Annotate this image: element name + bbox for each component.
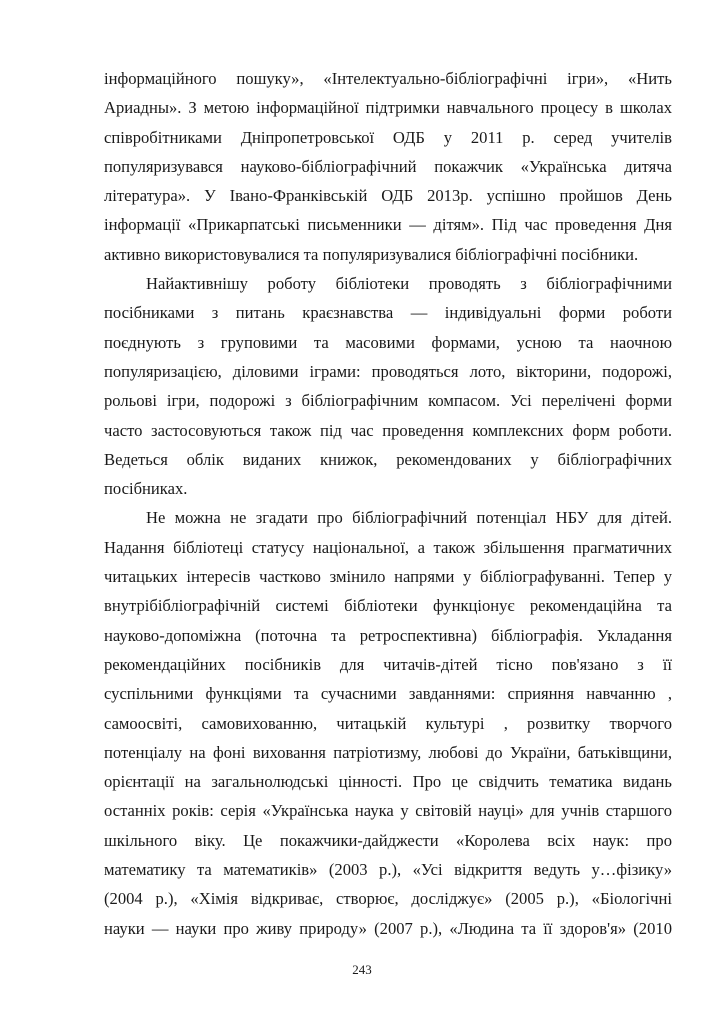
text-line: посібниками з питань краєзнавства — індивідуальні форми роботи [104, 303, 672, 323]
paragraph-first-line: Найактивнішу роботу бібліотеки проводять з бібліографічними [146, 274, 672, 294]
text-line: суспільними функціями та сучасними завданнями: сприяння навчанню , [104, 684, 672, 704]
text-line: внутрібібліографічній системі бібліотеки функціонує рекомендаційна та [104, 596, 672, 616]
body-text [104, 64, 672, 943]
text-line: співробітниками Дніпропетровської ОДБ у 2011 р. серед учителів [104, 127, 672, 147]
text-line: самоосвіті, самовихованню, читацькій культурі , розвитку творчого [104, 713, 672, 733]
text-line: шкільного віку. Це покажчики-дайджести «Королева всіх наук: про [104, 830, 672, 850]
text-line: популяризувався науково-бібліографічний покажчик «Українська дитяча [104, 156, 672, 176]
text-line: останніх років: серія «Українська наука у світовій науці» для учнів старшого [104, 801, 672, 821]
text-line: популяризацією, діловими іграми: проводяться лото, вікторини, подорожі, [104, 361, 672, 381]
text-line: Ариадны». З метою інформаційної підтримки навчального процесу в школах [104, 98, 672, 118]
text-line: активно використовувалися та популяризувалися бібліографічні посібники. [104, 244, 639, 264]
text-line: орієнтації на загальнолюдські цінності. Про це свідчить тематика видань [104, 772, 672, 792]
text-line: науково-допоміжна (поточна та ретроспективна) бібліографія. Укладання [104, 625, 672, 645]
text-line: література». У Івано-Франківській ОДБ 2013р. успішно пройшов День [104, 186, 672, 206]
text-line: часто застосовуються також під час проведення комплексних форм роботи. [104, 420, 672, 440]
text-line: читацьких інтересів частково змінило напрями у бібліографуванні. Тепер у [104, 567, 672, 587]
text-line: поєднують з груповими та масовими формами, усною та наочною [104, 332, 672, 352]
text-line: математику та математиків» (2003 р.), «Усі відкриття ведуть у…фізику» [104, 860, 672, 880]
text-line: науки — науки про живу природу» (2007 р.), «Людина та її здоров'я» (2010 [104, 918, 672, 938]
text-line: інформаційного пошуку», «Інтелектуально-бібліографічні ігри», «Нить [104, 69, 672, 88]
text-line: потенціалу на фоні виховання патріотизму, любові до України, батьківщини, [104, 742, 672, 762]
paragraph-first-line: Не можна не згадати про бібліографічний потенціал НБУ для дітей. [146, 508, 672, 528]
page-number: 243 [352, 962, 372, 977]
text-line: рекомендаційних посібників для читачів-дітей тісно пов'язано з її [104, 654, 672, 674]
text-line: (2004 р.), «Хімія відкриває, створює, досліджує» (2005 р.), «Біологічні [104, 889, 672, 909]
text-line: інформації «Прикарпатські письменники — дітям». Під час проведення Дня [104, 215, 672, 235]
text-line: Надання бібліотеці статусу національної, а також збільшення прагматичних [104, 537, 672, 557]
text-line: Ведеться облік виданих книжок, рекомендованих у бібліографічних [104, 449, 672, 469]
text-line: посібниках. [104, 479, 188, 499]
text-line: рольові ігри, подорожі з бібліографічним компасом. Усі перелічені форми [104, 391, 672, 411]
